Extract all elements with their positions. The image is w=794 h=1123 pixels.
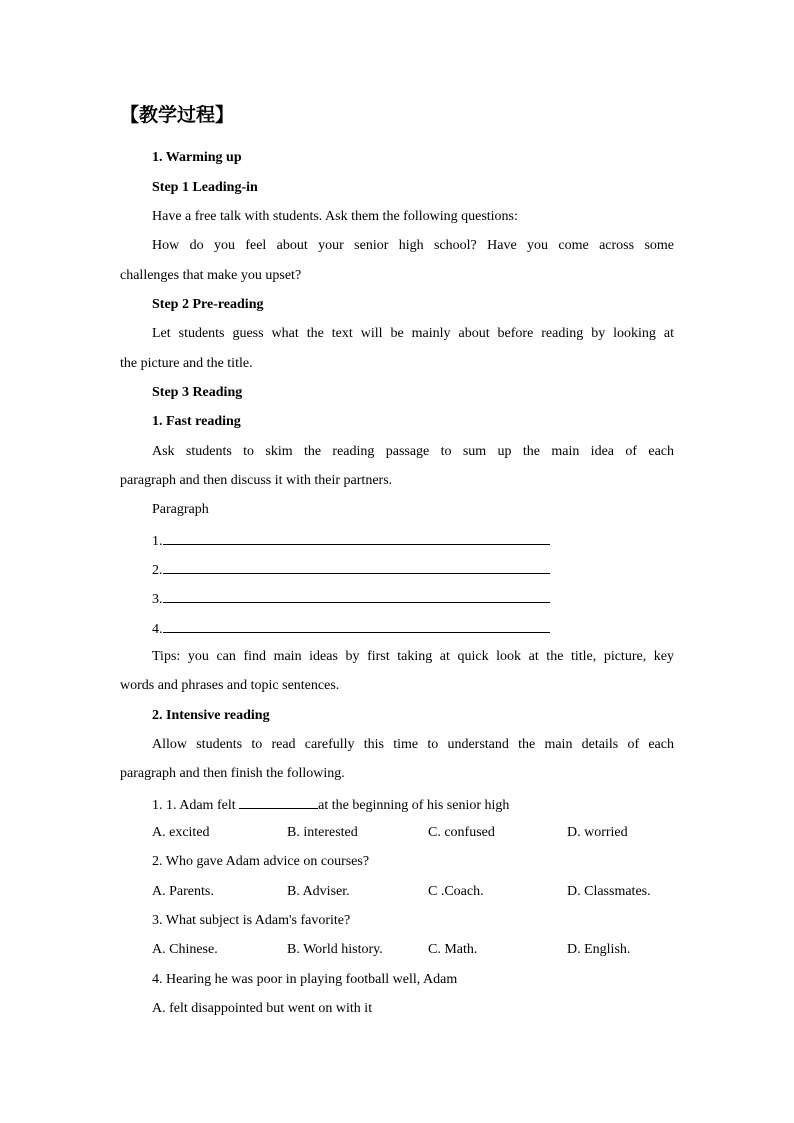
tips-line2: words and phrases and topic sentences. [120,678,340,693]
step2-line1: Let students guess what the text will be mainly about before reading by looking at [152,326,674,341]
blank-number: 4. [152,622,163,637]
fast-reading-line2: paragraph and then discuss it with their partners. [120,473,393,488]
intensive-reading-title: 2. Intensive reading [152,708,270,723]
option-d[interactable]: D. worried [567,825,628,840]
question-1-text-post: at the beginning of his senior high [318,798,510,813]
paragraph-label: Paragraph [152,502,209,517]
paragraph-blank-3[interactable] [152,589,674,609]
step1-question-line2: challenges that make you upset? [120,268,302,283]
step2-title: Step 2 Pre-reading [152,297,264,312]
question-2: 2. Who gave Adam advice on courses? [152,854,370,869]
warmup-title: 1. Warming up [152,150,242,165]
tips-line1: Tips: you can find main ideas by first taking at quick look at the title, picture, key [152,649,674,664]
step1-title: Step 1 Leading-in [152,180,258,195]
option-d[interactable]: D. Classmates. [567,884,651,899]
question-1 [152,795,674,815]
step1-question-line1: How do you feel about your senior high school? Have you come across some [152,238,674,253]
blank-number: 1. [152,534,163,549]
option-a[interactable]: A. Chinese. [152,942,218,957]
question-1-blank[interactable] [239,795,318,809]
intensive-line2: paragraph and then finish the following. [120,766,345,781]
step1-text: Have a free talk with students. Ask them the following questions: [152,209,518,224]
option-b[interactable]: B. Adviser. [287,884,350,899]
option-d[interactable]: D. English. [567,942,631,957]
question-3: 3. What subject is Adam's favorite? [152,913,351,928]
section-heading: 【教学过程】 [120,105,235,126]
option-a[interactable]: A. excited [152,825,210,840]
intensive-line1: Allow students to read carefully this time to understand the main details of each [152,737,674,752]
paragraph-blank-4[interactable] [152,619,674,639]
answer-line[interactable] [163,531,550,545]
option-c[interactable]: C .Coach. [428,884,484,899]
answer-line[interactable] [163,589,550,603]
option-c[interactable]: C. Math. [428,942,478,957]
blank-number: 2. [152,563,163,578]
answer-line[interactable] [163,560,550,574]
paragraph-blank-1[interactable] [152,531,674,551]
question-4-option-a[interactable]: A. felt disappointed but went on with it [152,1001,373,1016]
paragraph-blank-2[interactable] [152,560,674,580]
question-1-text-pre: 1. 1. Adam felt [152,798,240,813]
step3-title: Step 3 Reading [152,385,243,400]
option-b[interactable]: B. interested [287,825,358,840]
fast-reading-title: 1. Fast reading [152,414,241,429]
option-a[interactable]: A. Parents. [152,884,214,899]
fast-reading-line1: Ask students to skim the reading passage to sum up the main idea of each [152,444,674,459]
question-4: 4. Hearing he was poor in playing football well, Adam [152,972,458,987]
option-c[interactable]: C. confused [428,825,495,840]
blank-number: 3. [152,592,163,607]
option-b[interactable]: B. World history. [287,942,383,957]
answer-line[interactable] [163,619,550,633]
step2-line2: the picture and the title. [120,356,253,371]
